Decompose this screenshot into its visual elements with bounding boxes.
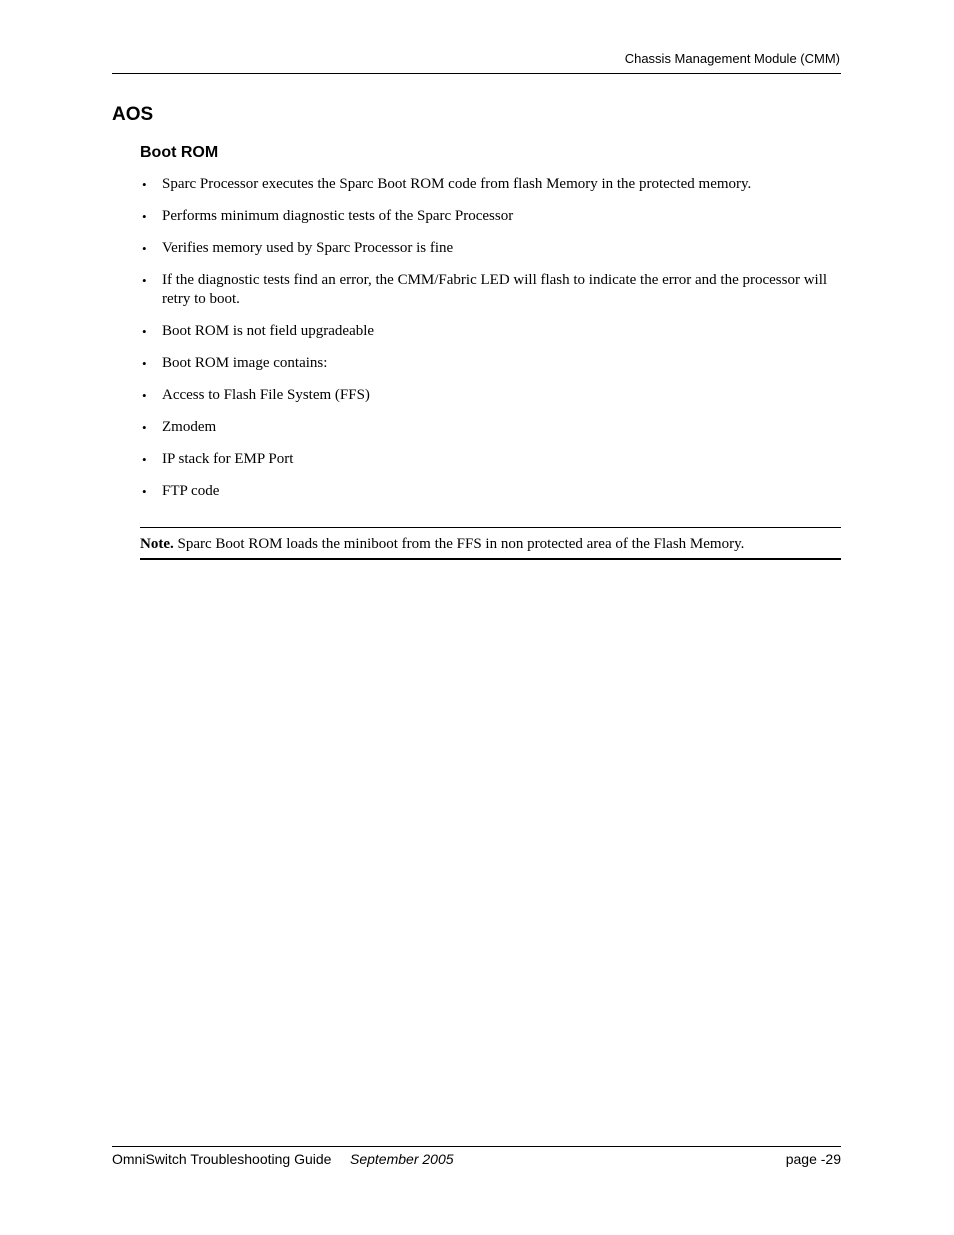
- note-text: [140, 536, 744, 553]
- list-item: [140, 271, 841, 309]
- note-box: [140, 527, 841, 560]
- list-item-text: FTP code: [162, 483, 220, 499]
- list-item-text: Boot ROM is not field upgradeable: [162, 323, 375, 339]
- running-header: Chassis Management Module (CMM): [624, 51, 840, 66]
- list-item-text: Boot ROM image contains:: [162, 355, 328, 371]
- list-item: [140, 482, 841, 501]
- list-item-text: If the diagnostic tests find an error, the CMM/Fabric LED will flash to indicate the error and the processor will retry to boot.: [162, 272, 828, 307]
- bullet-icon: •: [142, 241, 147, 256]
- list-item: [140, 207, 841, 226]
- list-item: [140, 354, 841, 373]
- note-body: Sparc Boot ROM loads the miniboot from the FFS in non protected area of the Flash Memory.: [173, 536, 745, 552]
- header-divider: [112, 73, 841, 74]
- bullet-icon: •: [142, 324, 147, 339]
- bullet-icon: •: [142, 388, 147, 403]
- list-item-text: Sparc Processor executes the Sparc Boot ROM code from flash Memory in the protected memory.: [162, 176, 752, 192]
- list-item-text: IP stack for EMP Port: [162, 451, 294, 467]
- list-item-text: Zmodem: [162, 419, 217, 435]
- subsection-title: Boot ROM: [140, 144, 219, 161]
- bullet-icon: •: [142, 273, 147, 288]
- list-item-text: Access to Flash File System (FFS): [162, 387, 370, 403]
- footer-divider: [112, 1146, 841, 1147]
- list-item-text: Performs minimum diagnostic tests of the Sparc Processor: [162, 208, 514, 224]
- list-item: [140, 386, 841, 405]
- bullet-icon: •: [142, 420, 147, 435]
- list-item: [140, 175, 841, 194]
- bullet-icon: •: [142, 484, 147, 499]
- bullet-icon: •: [142, 452, 147, 467]
- boot-rom-list: [140, 175, 841, 514]
- note-label: Note.: [140, 536, 174, 552]
- list-item: [140, 239, 841, 258]
- footer-page-number: page -29: [785, 1151, 841, 1167]
- bullet-icon: •: [142, 356, 147, 371]
- bullet-icon: •: [142, 177, 147, 192]
- list-item: [140, 418, 841, 437]
- section-title: AOS: [112, 104, 154, 125]
- bullet-icon: •: [142, 209, 147, 224]
- list-item-text: Verifies memory used by Sparc Processor is fine: [162, 240, 454, 256]
- footer-date: September 2005: [350, 1151, 454, 1167]
- list-item: [140, 450, 841, 469]
- footer-guide-title: OmniSwitch Troubleshooting Guide: [112, 1151, 332, 1167]
- list-item: [140, 322, 841, 341]
